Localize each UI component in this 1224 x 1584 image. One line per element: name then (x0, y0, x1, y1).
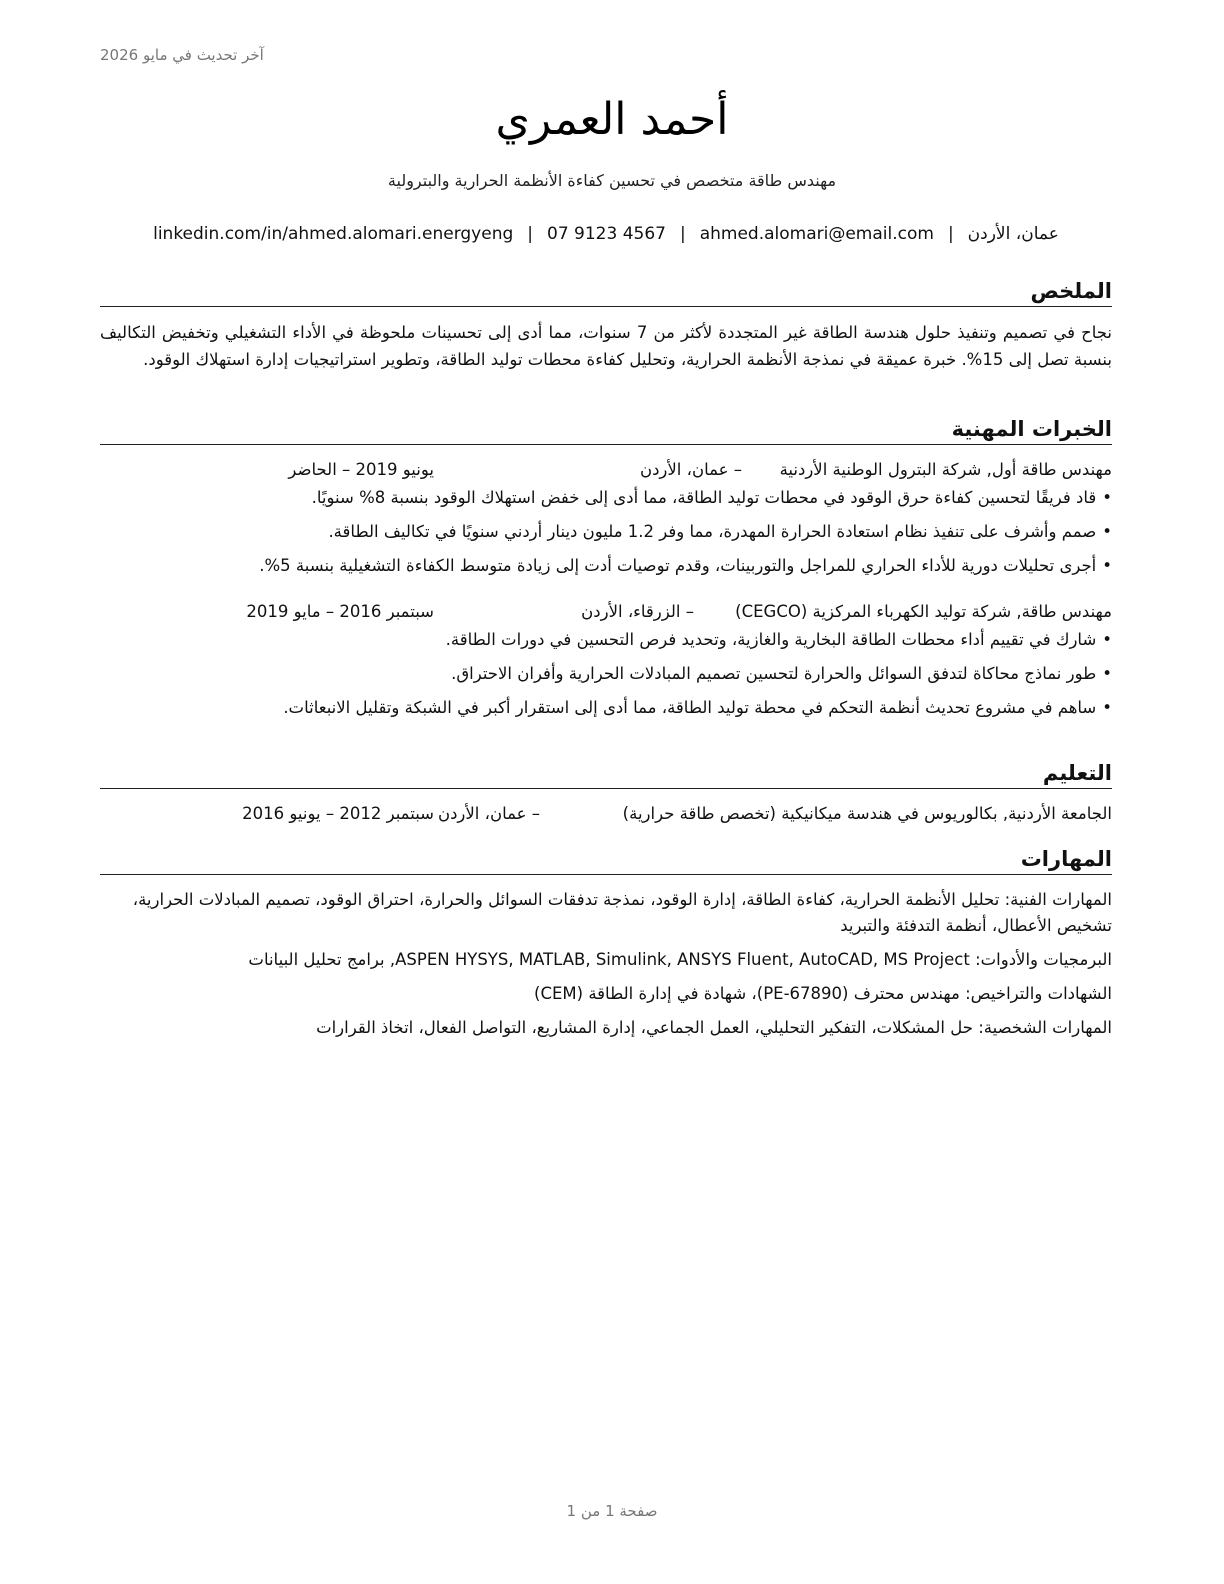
skill-value-extra: برامج تحليل البيانات (248, 950, 385, 969)
education-degree: الجامعة الأردنية, بكالوريوس في هندسة ميكانيكية (تخصص طاقة حرارية) (622, 804, 1112, 823)
job-dates: سبتمبر 2016 – مايو 2019 (246, 602, 434, 621)
list-item: •شارك في تقييم أداء محطات الطاقة البخارية والغازية، وتحديد فرص التحسين في دورات الطاقة. (445, 630, 1112, 649)
job-title: مهندس طاقة أول, شركة البترول الوطنية الأردنية (779, 460, 1112, 479)
summary-text: نجاح في تصميم وتنفيذ حلول هندسة الطاقة غير المتجددة لأكثر من 7 سنوات، مما أدى إلى تحسينات ملحوظة في الأداء التشغيلي وتخفيض التكاليف بنسبة تصل إلى 15%. خبرة عميقة في نمذجة الأنظمة الحرارية، وتحليل كفاءة محطات توليد الطاقة، وتطوير استراتيجيات إدارة استهلاك الوقود. (100, 323, 1113, 369)
list-item: •طور نماذج محاكاة لتدفق السوائل والحرارة لتحسين تصميم المبادلات الحرارية وأفران الاحتراق. (451, 664, 1112, 683)
contact-separator: | (947, 224, 954, 244)
job-location: – الزرقاء، الأردن (581, 602, 694, 621)
skill-row (100, 887, 1112, 939)
tagline: مهندس طاقة متخصص في تحسين كفاءة الأنظمة الحرارية والبترولية (387, 171, 837, 190)
skill-value: ASPEN HYSYS, MATLAB, Simulink, ANSYS Fluent, AutoCAD, MS Project (395, 950, 970, 969)
contact-separator: | (527, 224, 533, 244)
list-item: •قاد فريقًا لتحسين كفاءة حرق الوقود في محطات توليد الطاقة، مما أدى إلى خفض استهلاك الوقود بنسبة 8% سنويًا. (311, 488, 1112, 507)
skills-title: المهارات (100, 846, 1112, 875)
contact-separator: | (679, 224, 686, 244)
job-bullets (100, 627, 1112, 721)
job-entry (100, 599, 1112, 721)
list-item: •أجرى تحليلات دورية للأداء الحراري للمراجل والتوربينات، وقدم توصيات أدت إلى زيادة متوسط الكفاءة التشغيلية بنسبة 5%. (259, 556, 1112, 575)
skill-row (100, 1015, 1112, 1041)
job-header (100, 599, 1112, 625)
skill-row (100, 981, 1112, 1007)
list-item: •ساهم في مشروع تحديث أنظمة التحكم في محطة توليد الطاقة، مما أدى إلى استقرار أكبر في الشبكة وتقليل الانبعاثات. (283, 698, 1112, 717)
contact-location: عمان، الأردن (967, 224, 1059, 244)
contact-phone[interactable]: 07 9123 4567 (547, 224, 666, 244)
last-updated: آخر تحديث في مايو 2026 (100, 46, 264, 64)
skills-section (100, 846, 1112, 1041)
contact-line (100, 224, 1112, 244)
education-title: التعليم (100, 760, 1112, 789)
education-location: – عمان، الأردن (437, 804, 540, 823)
page-number: صفحة 1 من 1 (566, 1502, 658, 1520)
job-entry (100, 457, 1112, 579)
experience-title: الخبرات المهنية (100, 416, 1112, 445)
experience-section (100, 416, 1112, 721)
job-bullets (100, 485, 1112, 579)
skill-label: الشهادات والتراخيص: (965, 984, 1112, 1003)
job-location: – عمان، الأردن (639, 460, 742, 479)
summary-section (100, 278, 1112, 373)
education-entry (100, 801, 1112, 827)
job-dates: يونيو 2019 – الحاضر (288, 460, 434, 479)
skill-value: حل المشكلات، التفكير التحليلي، العمل الجماعي، إدارة المشاريع، التواصل الفعال، اتخاذ القرارات (316, 1018, 973, 1037)
skill-value: مهندس محترف (PE-67890)، شهادة في إدارة الطاقة (CEM) (534, 984, 960, 1003)
contact-linkedin[interactable]: linkedin.com/in/ahmed.alomari.energyeng (153, 224, 514, 244)
job-title: مهندس طاقة, شركة توليد الكهرباء المركزية (CEGCO) (735, 602, 1112, 621)
skill-value: تحليل الأنظمة الحرارية، كفاءة الطاقة، إدارة الوقود، نمذجة تدفقات السوائل والحرارة، احتراق الوقود، تصميم المبادلات الحرارية، تشخيص الأعطال، أنظمة التدفئة والتبريد (132, 890, 1112, 935)
summary-title: الملخص (100, 278, 1112, 307)
skill-label: المهارات الشخصية: (978, 1018, 1112, 1037)
job-header (100, 457, 1112, 483)
skill-row: البرمجيات والأدوات: ASPEN HYSYS, MATLAB, Simulink, ANSYS Fluent, AutoCAD, MS Project, برامج تحليل البيانات (248, 950, 1112, 969)
skill-label: المهارات الفنية: (1004, 890, 1112, 909)
person-name: أحمد العمري (495, 94, 729, 145)
education-dates: سبتمبر 2012 – يونيو 2016 (242, 804, 434, 823)
education-section (100, 760, 1112, 827)
skill-label: البرمجيات والأدوات: (975, 950, 1112, 969)
list-item: •صمم وأشرف على تنفيذ نظام استعادة الحرارة المهدرة، مما وفر 1.2 مليون دينار أردني سنويًا في تكاليف الطاقة. (328, 522, 1112, 541)
contact-email[interactable]: ahmed.alomari@email.com (699, 224, 934, 244)
